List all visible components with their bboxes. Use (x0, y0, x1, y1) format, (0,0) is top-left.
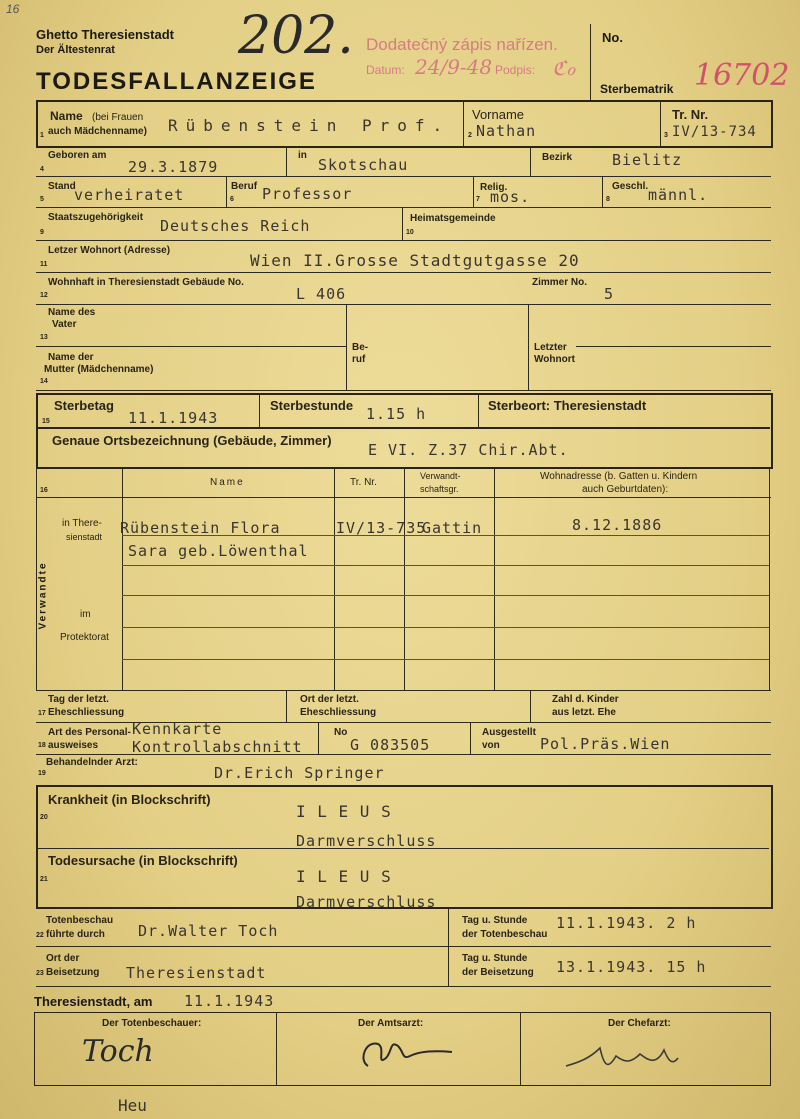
beisetzung-ort-label-2: Beisetzung (46, 967, 100, 978)
rel-wohn-header-2: auch Geburtdaten): (582, 484, 669, 495)
relig-value: mos. (490, 188, 531, 206)
sig-div-1 (276, 1012, 277, 1086)
sterbematrik-value: 16702 (694, 58, 790, 93)
row4-div (402, 208, 403, 240)
rel-verwandt-header-2: schaftsgr. (420, 484, 459, 494)
geboren-label: Geboren am (48, 150, 107, 161)
line-row3-bottom (36, 207, 771, 208)
ausweis-art-label-2: ausweises (48, 740, 99, 751)
wohnort-label: Letzer Wohnort (Adresse) (48, 245, 171, 256)
handwritten-number: 202. (238, 6, 354, 66)
rel-im: im (80, 609, 91, 620)
row-number-2: 2 (468, 132, 472, 139)
mutter-label: Name der (48, 352, 94, 363)
sterbetag-label: Sterbetag (54, 398, 114, 413)
heimat-label: Heimatsgemeinde (410, 213, 496, 224)
geschl-label: Geschl. (612, 181, 649, 192)
ausweis-no-label: No (334, 727, 348, 738)
row-number-23: 23 (36, 970, 44, 977)
stamp-signature: ℭℴ (552, 56, 576, 80)
marriage-kinder-label-2: aus letzt. Ehe (552, 707, 616, 718)
wohnort-value: Wien II.Grosse Stadtgutgasse 20 (250, 251, 580, 270)
beisetzung-ort-label: Ort der (46, 953, 80, 964)
name-divider-2 (660, 100, 661, 146)
ausweis-ausgestellt-value: Pol.Präs.Wien (540, 735, 671, 753)
row-number-13: 13 (40, 334, 48, 341)
row-number-19: 19 (38, 770, 46, 777)
ausweis-div-1 (318, 723, 319, 754)
beisetzung-ort-value: Theresienstadt (126, 964, 267, 982)
death-div-2 (478, 393, 479, 428)
zimmer-label: Zimmer No. (532, 277, 588, 288)
vater-label-2: Vater (52, 319, 77, 330)
sig3-label: Der Chefarzt: (608, 1018, 671, 1029)
in-label: in (298, 150, 307, 161)
marriage-tag-label: Tag der letzt. (48, 694, 109, 705)
line-row5-bottom (36, 272, 771, 273)
mutter-label-2: Mutter (Mädchenname) (44, 364, 154, 375)
no-label: No. (602, 30, 623, 45)
sig3-signature (560, 1036, 690, 1080)
beruf-parent-label: Be- (352, 342, 369, 353)
row-number-21: 21 (40, 876, 48, 883)
rel-row-5 (122, 659, 769, 660)
rel-row-2 (122, 565, 769, 566)
row-number-10: 10 (406, 229, 414, 236)
sterbestunde-value: 1.15 h (366, 405, 427, 423)
ausweis-div-2 (470, 723, 471, 754)
rel-bottom (36, 690, 771, 691)
ausweis-ausgestellt-label: Ausgestellt (482, 727, 536, 738)
beisetzung-tag-label-2: der Beisetzung (462, 967, 534, 978)
marriage-kinder-label: Zahl d. Kinder (552, 694, 619, 705)
row3-div-1 (226, 177, 227, 207)
row-number-5: 5 (40, 196, 44, 203)
rel-row-3 (122, 595, 769, 596)
rel-entry-line1: Rübenstein Flora (120, 519, 281, 537)
row-number-4: 4 (40, 166, 44, 173)
name-divider-1 (463, 100, 464, 146)
row-number-3: 3 (664, 132, 668, 139)
row-number-22: 22 (36, 932, 44, 939)
krankheit-label: Krankheit (in Blockschrift) (48, 792, 211, 807)
sterbestunde-label: Sterbestunde (270, 398, 354, 413)
krankheit-value: I L E U S (296, 802, 392, 821)
name-value: Rübenstein Prof. (168, 116, 451, 135)
name-label-2: (bei Frauen (92, 112, 144, 123)
row3-div-3 (602, 177, 603, 207)
beruf-parent-label-2: ruf (352, 354, 366, 365)
geschl-value: männl. (648, 186, 709, 204)
ausweis-art-label: Art des Personal- (48, 727, 131, 738)
ursache-label: Todesursache (in Blockschrift) (48, 853, 238, 868)
row-number-17: 17 (38, 710, 46, 717)
sig-div-2 (520, 1012, 521, 1086)
line-death-mid (38, 427, 770, 429)
in-value: Skotschau (318, 156, 409, 174)
row-number-14: 14 (40, 378, 48, 385)
line-parents-bottom (36, 390, 771, 391)
org-line1: Ghetto Theresienstadt (36, 27, 174, 42)
line-row2-bottom (36, 176, 771, 177)
ausweis-art-value-2: Kontrollabschnitt (132, 738, 303, 756)
arzt-label: Behandelnder Arzt: (46, 757, 138, 768)
rel-entry-trnr: IV/13-735 (336, 519, 427, 537)
arzt-value: Dr.Erich Springer (214, 764, 385, 782)
sterbetag-value: 11.1.1943 (128, 409, 219, 427)
sig2-signature (356, 1030, 466, 1074)
ort-value: E VI. Z.37 Chir.Abt. (368, 441, 569, 459)
row-number-12: 12 (40, 292, 48, 299)
rel-verwandt-header: Verwandt- (420, 471, 461, 481)
sig1-handwriting: Toch (82, 1034, 154, 1069)
totenschau-durch-label-2: führte durch (46, 929, 105, 940)
marriage-ort-label: Ort der letzt. (300, 694, 359, 705)
rel-side-label: Verwandte (37, 561, 49, 630)
totenschau-tag-label: Tag u. Stunde (462, 915, 528, 926)
wohnhaft-value: L 406 (296, 285, 347, 303)
row-number-7: 7 (476, 196, 480, 203)
ausweis-ausgestellt-label-2: von (482, 740, 500, 751)
row2-div-2 (530, 146, 531, 176)
row-number-20: 20 (40, 814, 48, 821)
stamp-datum-label: Datum: (366, 63, 405, 77)
sig1-label: Der Totenbeschauer: (102, 1018, 202, 1029)
ursache-value: I L E U S (296, 867, 392, 886)
stand-value: verheiratet (74, 186, 185, 204)
vorname-value: Nathan (476, 122, 537, 140)
totenschau-tag-label-2: der Totenbeschau (462, 929, 548, 940)
rel-in-there: in There- (62, 518, 102, 529)
row-number-11: 11 (40, 261, 48, 268)
row-number-8: 8 (606, 196, 610, 203)
marriage-tag-label-2: Eheschliessung (48, 707, 125, 718)
rel-protektorat: Protektorat (60, 632, 109, 643)
rel-entry-line2: Sara geb.Löwenthal (128, 542, 309, 560)
line-row4-bottom (36, 240, 771, 241)
beruf-value: Professor (262, 185, 353, 203)
row-number-18: 18 (38, 742, 46, 749)
rel-div-1 (122, 468, 123, 690)
row-number-16: 16 (40, 487, 48, 494)
totenschau-bottom (36, 946, 771, 947)
stamp-text: Dodatečný zápis nařízen. (366, 35, 558, 54)
parents-div-2 (528, 305, 529, 390)
letzter-wohnort-label-2: Wohnort (534, 354, 575, 365)
bottom-note: Heu (118, 1096, 147, 1115)
marriage-div-1 (286, 690, 287, 722)
totenschau-durch-label: Totenbeschau (46, 915, 114, 926)
stamp-podpis-label: Podpis: (495, 63, 536, 77)
rel-right (769, 468, 770, 690)
org-line2: Der Ältestenrat (36, 44, 115, 56)
stamp-datum-value: 24/9-48 (415, 55, 493, 79)
ursache-value-2: Darmverschluss (296, 893, 437, 911)
ausweis-no-value: G 083505 (350, 736, 431, 754)
beisetzung-tag-value: 13.1.1943. 15 h (556, 958, 707, 976)
parents-div-1 (346, 305, 347, 390)
vater-label: Name des (48, 307, 96, 318)
name-label: Name (50, 109, 83, 123)
staats-value: Deutsches Reich (160, 217, 311, 235)
death-div-1 (259, 393, 260, 428)
line-parents-mid (36, 346, 346, 347)
vorname-label: Vorname (472, 107, 525, 122)
krankheit-value-2: Darmverschluss (296, 832, 437, 850)
totenschau-durch-value: Dr.Walter Toch (138, 922, 279, 940)
totenschau-tag-value: 11.1.1943. 2 h (556, 914, 697, 932)
sterbeort-label: Sterbeort: Theresienstadt (488, 398, 647, 413)
wohnhaft-label: Wohnhaft in Theresienstadt Gebäude No. (48, 277, 244, 288)
bezirk-label: Bezirk (542, 152, 573, 163)
rel-name-header: Name (210, 477, 245, 488)
row2-div-1 (286, 146, 287, 176)
geboren-value: 29.3.1879 (128, 158, 219, 176)
rel-in-there-2: sienstadt (66, 532, 103, 542)
beisetzung-tag-label: Tag u. Stunde (462, 953, 528, 964)
row-number-15: 15 (42, 418, 50, 425)
letzter-wohnort-label: Letzter (534, 342, 567, 353)
row-number-1: 1 (40, 132, 44, 139)
marriage-ort-label-2: Eheschliessung (300, 707, 377, 718)
rel-entry-birth: 8.12.1886 (572, 516, 663, 534)
sterbematrik-label: Sterbematrik (600, 82, 674, 96)
form-title: TODESFALLANZEIGE (36, 68, 317, 95)
beisetzung-bottom (36, 986, 771, 987)
corner-mark: 16 (6, 2, 20, 16)
rel-wohn-header: Wohnadresse (b. Gatten u. Kindern (540, 471, 698, 482)
header-divider (590, 24, 591, 100)
rel-div-3 (404, 468, 405, 690)
rel-div-4 (494, 468, 495, 690)
place-date-label: Theresienstadt, am (34, 994, 153, 1009)
line-parents-mid-2 (576, 346, 771, 347)
trnr-value: IV/13-734 (672, 124, 757, 140)
ort-label: Genaue Ortsbezeichnung (Gebäude, Zimmer) (52, 433, 332, 448)
stand-label: Stand (48, 181, 76, 192)
row-number-9: 9 (40, 229, 44, 236)
rel-entry-verwandt: Gattin (422, 519, 483, 537)
rel-row-4 (122, 627, 769, 628)
trnr-label: Tr. Nr. (672, 107, 709, 122)
row-number-6: 6 (230, 196, 234, 203)
staats-label: Staatszugehörigkeit (48, 212, 144, 223)
rel-trnr-header: Tr. Nr. (350, 477, 377, 488)
beruf-label: Beruf (231, 181, 258, 192)
zimmer-value: 5 (604, 285, 615, 303)
bezirk-value: Bielitz (612, 151, 683, 169)
row3-div-2 (473, 177, 474, 207)
ausweis-art-value: Kennkarte (132, 720, 223, 738)
line-row6-bottom (36, 304, 771, 305)
relig-label: Relig. (480, 182, 508, 193)
totenschau-div (448, 908, 449, 986)
name-label-3: auch Mädchenname) (48, 126, 147, 137)
sig2-label: Der Amtsarzt: (358, 1018, 424, 1029)
rel-div-2 (334, 468, 335, 690)
marriage-div-2 (530, 690, 531, 722)
place-date-value: 11.1.1943 (184, 992, 275, 1010)
